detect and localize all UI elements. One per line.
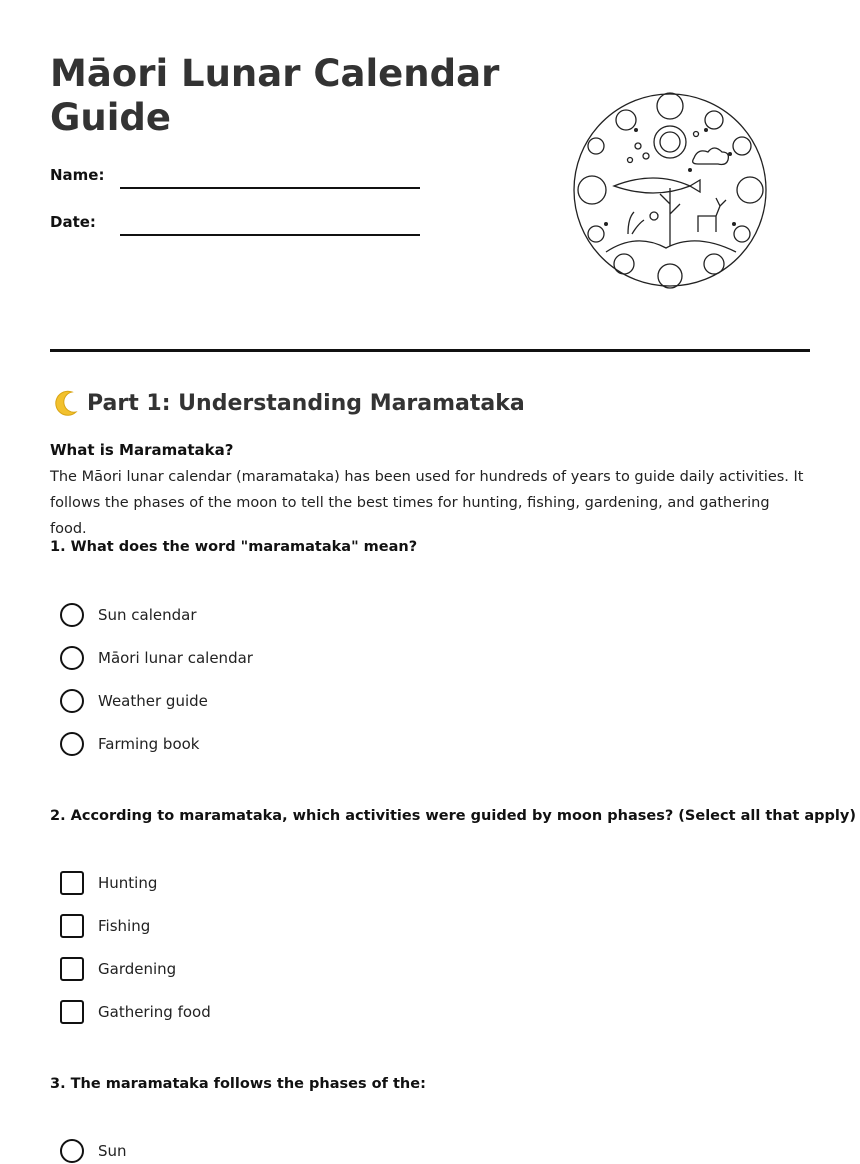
- checkbox[interactable]: [60, 914, 84, 938]
- question-1: 1. What does the word "maramataka" mean?: [50, 539, 418, 555]
- section-title-text: Part 1: Understanding Maramataka: [87, 390, 525, 416]
- q1-option-3[interactable]: [60, 688, 208, 714]
- option-label: Gardening: [98, 960, 177, 978]
- name-label: Name:: [50, 166, 105, 184]
- option-label: Sun: [98, 1142, 127, 1160]
- radio-button[interactable]: [60, 732, 84, 756]
- radio-button[interactable]: [60, 603, 84, 627]
- checkbox[interactable]: [60, 871, 84, 895]
- radio-button[interactable]: [60, 689, 84, 713]
- q2-option-4[interactable]: [60, 999, 211, 1025]
- radio-button[interactable]: [60, 646, 84, 670]
- page-title: Māori Lunar Calendar Guide: [50, 52, 500, 139]
- q3-option-1[interactable]: [60, 1138, 127, 1164]
- intro-subheading: What is Maramataka?: [50, 441, 234, 459]
- q2-option-2[interactable]: [60, 913, 150, 939]
- option-label: Sun calendar: [98, 606, 197, 624]
- intro-paragraph: The Māori lunar calendar (maramataka) has been used for hundreds of years to guide daily activities. It follows the phases of the moon to tell the best times for hunting, fishing, gardening, and gathering food.: [50, 469, 804, 537]
- date-label: Date:: [50, 213, 96, 231]
- crescent-moon-icon: [50, 388, 80, 418]
- question-2: 2. According to maramataka, which activities were guided by moon phases? (Select all that apply): [50, 808, 856, 824]
- question-3: 3. The maramataka follows the phases of the:: [50, 1076, 426, 1092]
- q2-option-1[interactable]: [60, 870, 157, 896]
- q2-option-3[interactable]: [60, 956, 176, 982]
- option-label: Gathering food: [98, 1003, 211, 1021]
- checkbox[interactable]: [60, 957, 84, 981]
- date-field[interactable]: [120, 234, 420, 236]
- option-label: Fishing: [98, 917, 151, 935]
- q1-option-4[interactable]: [60, 731, 199, 757]
- option-label: Weather guide: [98, 692, 208, 710]
- checkbox[interactable]: [60, 1000, 84, 1024]
- maramataka-circle-illustration: [566, 84, 774, 296]
- q1-option-2[interactable]: [60, 645, 253, 671]
- section-divider: [50, 349, 810, 352]
- q1-option-1[interactable]: [60, 602, 197, 628]
- option-label: Māori lunar calendar: [98, 649, 253, 667]
- section-title: [50, 388, 525, 418]
- name-field[interactable]: [120, 187, 420, 189]
- option-label: Farming book: [98, 735, 200, 753]
- radio-button[interactable]: [60, 1139, 84, 1163]
- option-label: Hunting: [98, 874, 158, 892]
